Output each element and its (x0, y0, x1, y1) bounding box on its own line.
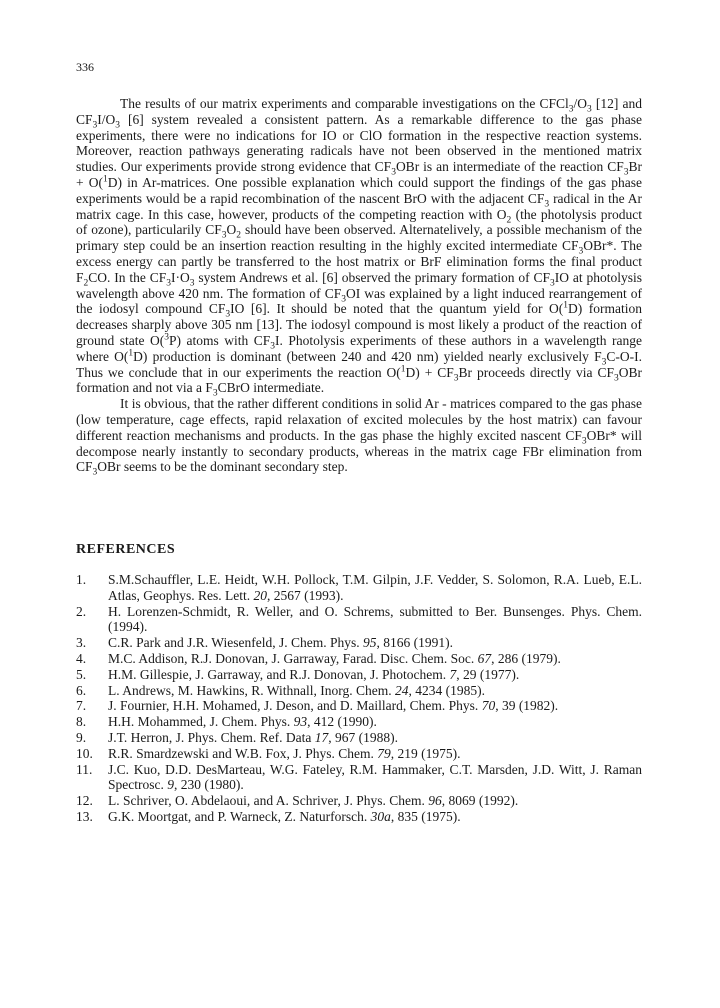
references-list (76, 572, 642, 825)
reference-text: H.M. Gillespie, J. Garraway, and R.J. Donovan, J. Photochem. 7, 29 (1977). (108, 666, 520, 682)
reference-number: 2. (76, 603, 87, 619)
reference-text: R.R. Smardzewski and W.B. Fox, J. Phys. Chem. 79, 219 (1975). (108, 745, 461, 761)
reference-item (76, 572, 642, 604)
paragraph: The results of our matrix experiments and comparable investigations on the $CFCl_3/O_3$ [12] and $CF_3I/O_3$ [6] system revealed a consistent pattern. As a remarkable difference to the gas phase experiments, there were no indications for IO or ClO formation in the respective reaction systems. Moreover, reaction pathways generating radicals have not been observed in the mentioned matrix studies. Our experiments provide strong evidence that $CF_3OBr$ is an intermediate of the reaction $CF_3Br + O(^1D)$ in Ar-matrices. One possible explanation which could support the findings of the gas phase experiments would be a rapid recombination of the nascent BrO with the adjacent $CF_3$ radical in the Ar matrix cage. In this case, however, products of the competing reaction with $O_2$ (the photolysis product of ozone), particularily $CF_3O_2$ should have been observed. Alternatelively, a possible mechanism of the primary step could be an insertion reaction resulting in the highly excited intermediate $CF_3OBr*$. The excess energy can partly be transferred to the host matrix or BrF elimination forms the final product $F_2CO$. In the $CF_3I\cdot O_3$ system Andrews et al. [6] observed the primary formation of $CF_3IO$ at photolysis wavelength above 420 nm. The formation of $CF_3OI$ was explained by a light induced rearrangement of the iodosyl compound $CF_3IO$ [6]. It should be noted that the quantum yield for O($^1$D) formation decreases sharply above 305 nm [13]. The iodosyl compound is most likely a product of the reaction of ground state O($^3$P) atoms with $CF_3I$. Photolysis experiments of these authors in a wavelength range where O($^1$D) production is dominant (between 240 and 420 nm) yielded nearly exclusively $F_3C-O-I$. Thus we conclude that in our experiments the reaction $O(^1D) + CF_3Br$ proceeds directly via $CF_3OBr$ formation and not via a $F_3CBrO$ intermediate. (76, 96, 643, 400)
reference-item (76, 667, 642, 683)
reference-text: J.C. Kuo, D.D. DesMarteau, W.G. Fateley, R.M. Hammaker, C.T. Marsden, J.D. Witt, J. Raman Spectrosc. 9, 230 (1980). (108, 761, 642, 793)
reference-text: L. Schriver, O. Abdelaoui, and A. Schriver, J. Phys. Chem. 96, 8069 (1992). (108, 793, 519, 809)
reference-item (76, 746, 642, 762)
reference-number: 1. (76, 572, 87, 587)
reference-text: G.K. Moortgat, and P. Warneck, Z. Naturforsch. 30a, 835 (1975). (108, 808, 461, 824)
reference-number: 9. (76, 729, 87, 745)
reference-item (76, 809, 642, 825)
page-number: 336 (76, 60, 94, 74)
reference-number: 13. (76, 808, 93, 824)
references-heading: REFERENCES (76, 542, 176, 557)
paragraph: It is obvious, that the rather different conditions in solid Ar - matrices compared to the gas phase (low temperature, cage effects, rapid relaxation of excited molecules by the host matrix) can favour different reaction mechanisms and products. In the gas phase the highly excited nascent $CF_3OBr*$ will decompose nearly instantly to secondary products, whereas in the matrix cage FBr elimination from $CF_3OBr$ seems to be the dominant secondary step. (76, 396, 642, 479)
reference-text: H. Lorenzen-Schmidt, R. Weller, and O. Schrems, submitted to Ber. Bunsenges. Phys. Chem. (1994). (108, 603, 642, 635)
reference-number: 6. (76, 682, 87, 698)
reference-number: 4. (76, 650, 87, 666)
body-text (76, 96, 643, 479)
reference-item (76, 651, 642, 667)
reference-number: 5. (76, 666, 87, 682)
reference-number: 3. (76, 635, 87, 651)
reference-text: L. Andrews, M. Hawkins, R. Withnall, Inorg. Chem. 24, 4234 (1985). (108, 682, 485, 698)
reference-text: H.H. Mohammed, J. Chem. Phys. 93, 412 (1990). (108, 714, 377, 730)
reference-text: M.C. Addison, R.J. Donovan, J. Garraway, Farad. Disc. Chem. Soc. 67, 286 (1979). (108, 650, 561, 666)
reference-text: J. Fournier, H.H. Mohamed, J. Deson, and D. Maillard, Chem. Phys. 70, 39 (1982). (108, 698, 559, 714)
reference-item (76, 683, 642, 699)
reference-item (76, 635, 642, 651)
reference-item (76, 604, 642, 636)
reference-text: C.R. Park and J.R. Wiesenfeld, J. Chem. Phys. 95, 8166 (1991). (108, 635, 453, 651)
reference-item (76, 793, 642, 809)
reference-item (76, 762, 642, 794)
reference-number: 10. (76, 745, 93, 761)
reference-item (76, 730, 642, 746)
reference-number: 8. (76, 714, 87, 730)
reference-number: 11. (76, 761, 93, 777)
reference-number: 12. (76, 793, 93, 809)
reference-number: 7. (76, 698, 87, 714)
reference-text: J.T. Herron, J. Phys. Chem. Ref. Data 17, 967 (1988). (108, 729, 398, 745)
reference-item (76, 714, 642, 730)
reference-item (76, 698, 642, 714)
reference-text: S.M.Schauffler, L.E. Heidt, W.H. Pollock, T.M. Gilpin, J.F. Vedder, S. Solomon, R.A. Lueb, E.L. Atlas, Geophys. Res. Lett. 20, 2567 (1993). (108, 572, 642, 603)
